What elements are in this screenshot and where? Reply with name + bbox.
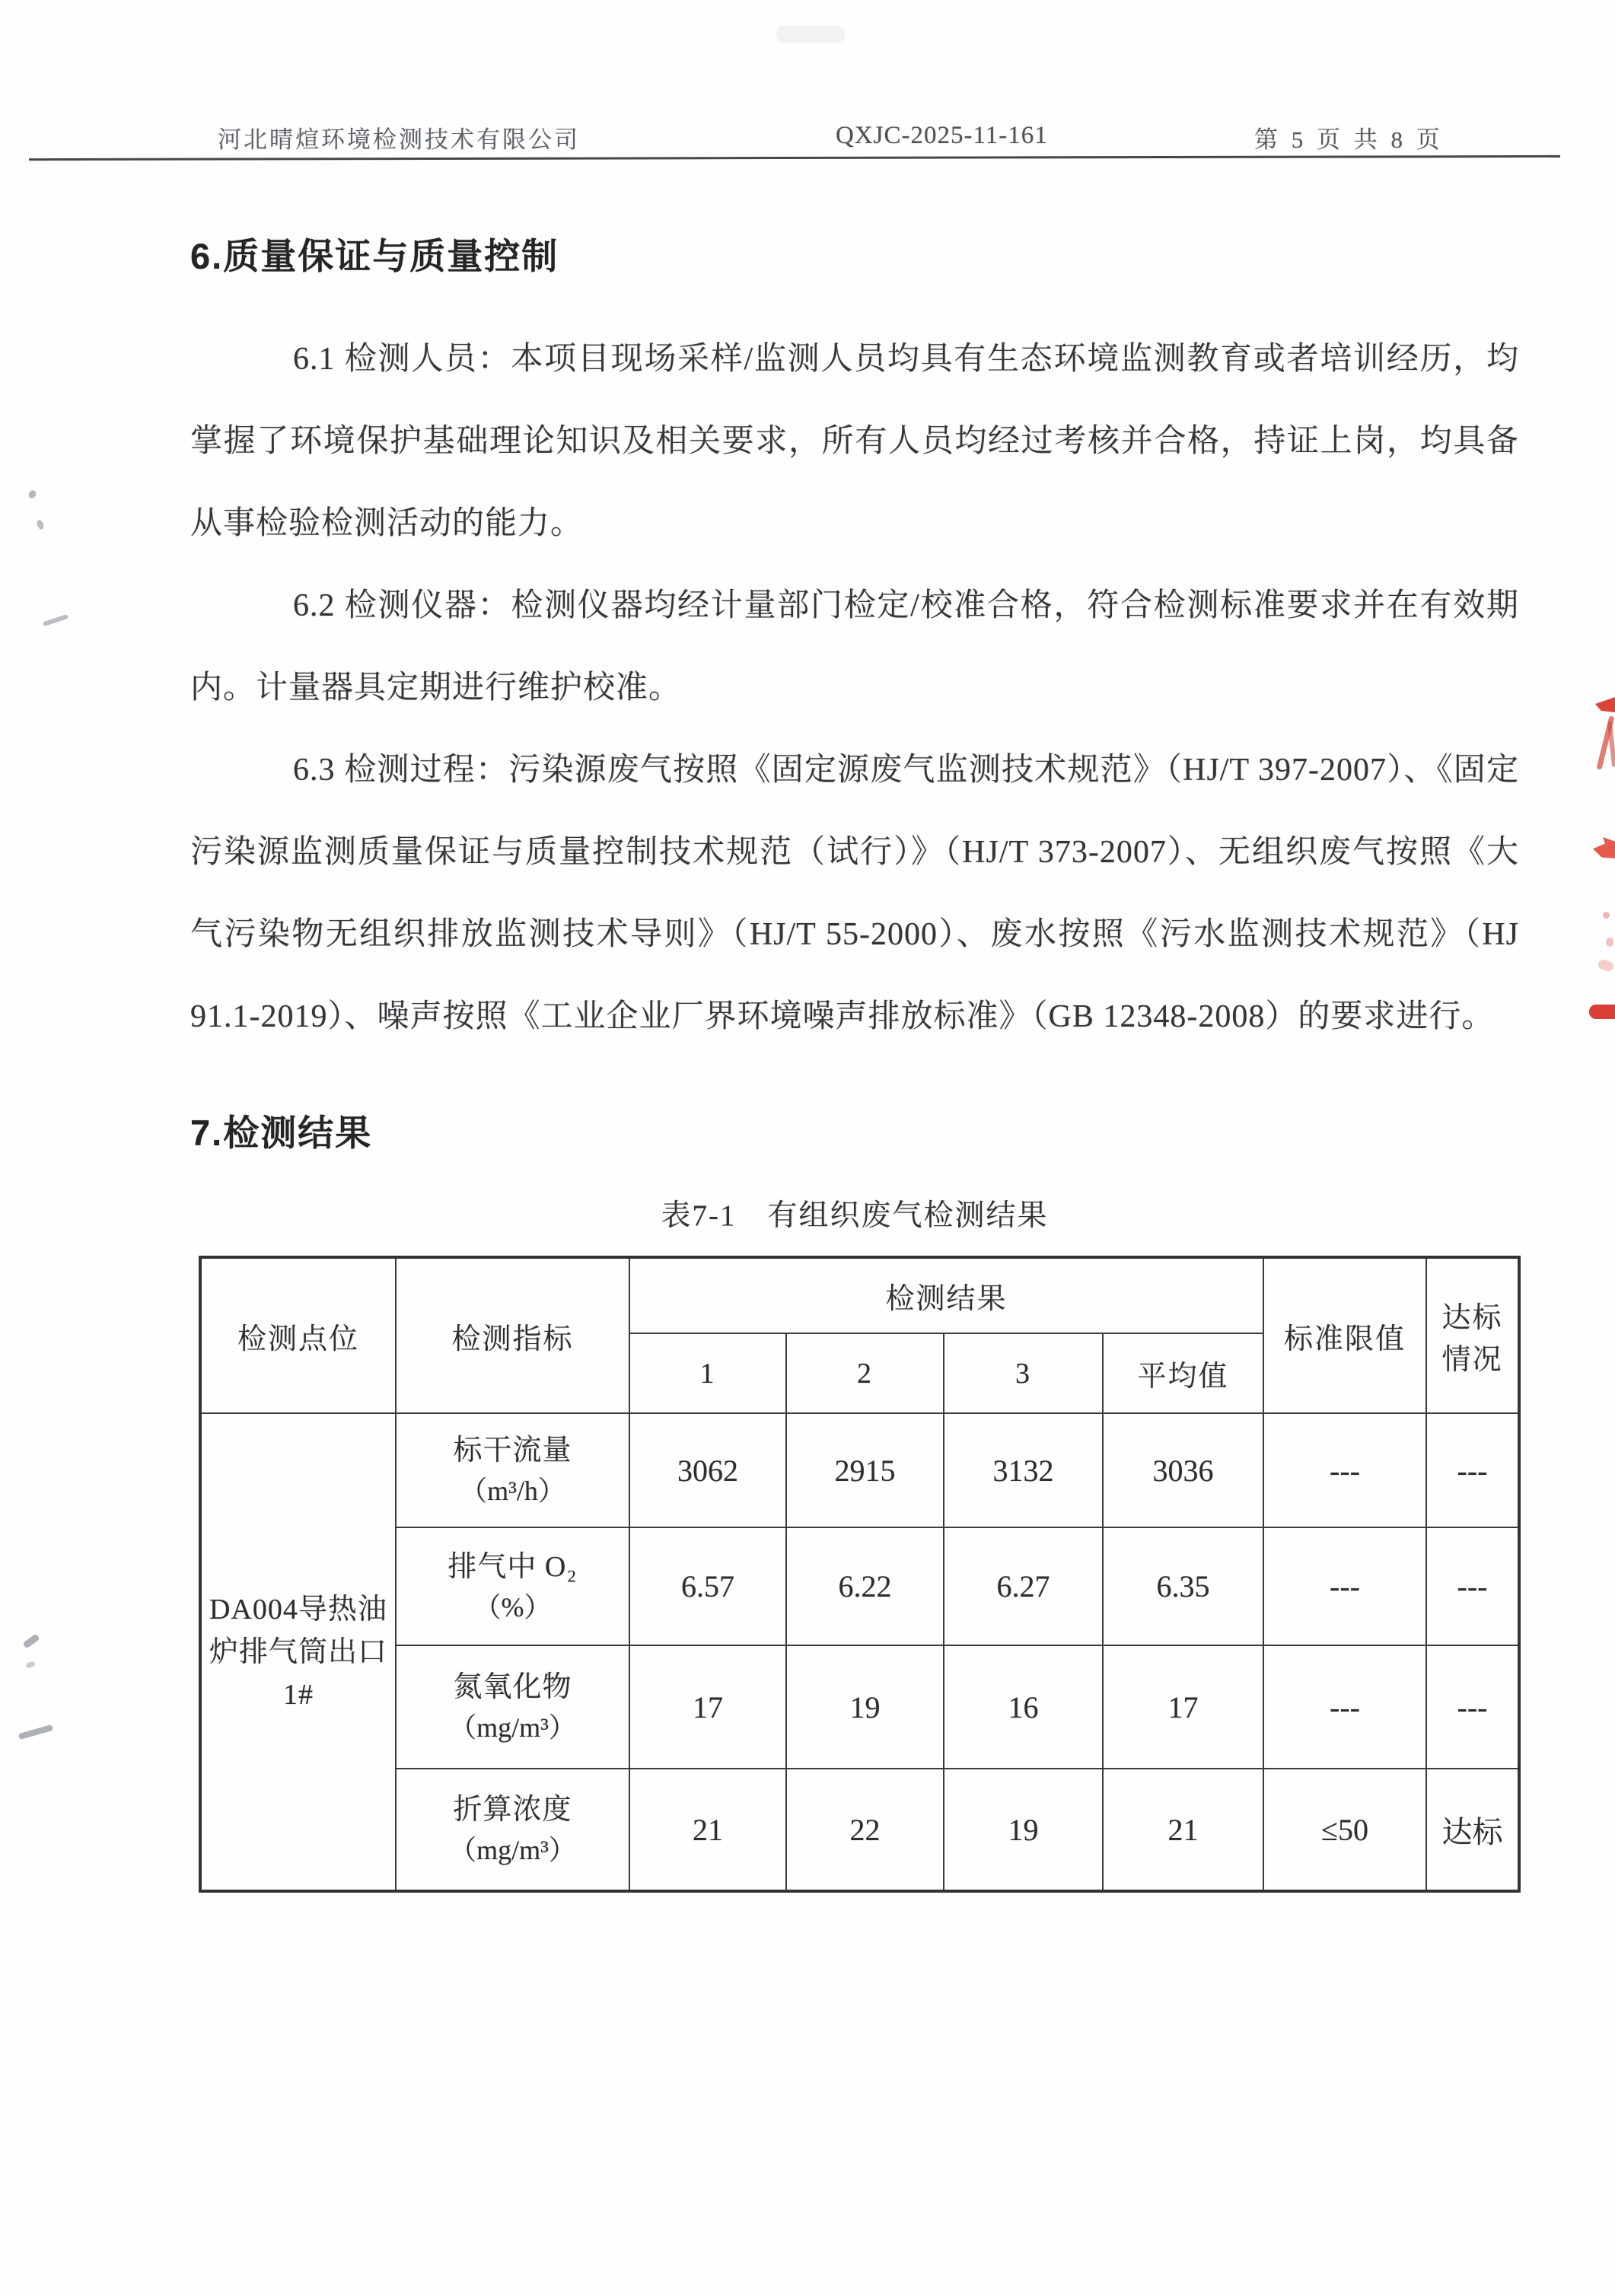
paragraph-personnel: 6.1 检测人员：本项目现场采样/监测人员均具有生态环境监测教育或者培训经历，均掌握了环境保护基础理论知识及相关要求，所有人员均经过考核并合格，持证上岗，均具备从事检验检测活动的能力。 [190, 342, 1519, 541]
red-stamp-fragment-icon [1603, 912, 1610, 919]
pen-mark [18, 1724, 53, 1740]
paragraph-process: 6.3 检测过程：污染源废气按照《固定源废气监测技术规范》（HJ/T 397-2007）、《固定污染源监测质量保证与质量控制技术规范（试行）》（HJ/T 373-2007）、无组织废气按照《大气污染物无组织排放监测技术导则》（HJ/T 55-2000）、废水按照《污水监测技术规范》（HJ 91.1-2019）、噪声按照《工业企业厂界环境噪声排放标准》（GB 12348-2008）的要求进行。 [190, 753, 1519, 1034]
section7-title: 7.检测结果 [190, 1113, 373, 1153]
red-stamp-fragment-icon [1606, 938, 1613, 947]
cell-value: 16 [944, 1645, 1103, 1769]
column-header-average: 平均值 [1103, 1333, 1263, 1413]
cell-average: 21 [1103, 1769, 1263, 1891]
cell-indicator [396, 1769, 629, 1891]
cell-value: 6.57 [629, 1527, 786, 1645]
header-page-number: 第 5 页 共 8 页 [1254, 126, 1444, 153]
red-stamp-fragment-icon [1596, 715, 1614, 770]
section6-title: 6.质量保证与质量控制 [190, 236, 559, 276]
cell-value: 17 [629, 1645, 786, 1769]
column-header-limit: 标准限值 [1263, 1257, 1426, 1413]
header-company-name: 河北晴煊环境检测技术有限公司 [218, 126, 580, 153]
scan-smudge [776, 26, 845, 43]
cell-value: 6.22 [786, 1527, 944, 1645]
red-stamp-fragment-icon [1597, 958, 1614, 973]
header-report-number: QXJC-2025-11-161 [836, 122, 1048, 149]
cell-indicator [396, 1645, 629, 1769]
column-header-run2: 2 [786, 1333, 944, 1413]
table-row-corrected-concentration [200, 1769, 1519, 1891]
red-stamp-fragment-icon [1589, 1005, 1615, 1019]
cell-average: 6.35 [1103, 1527, 1263, 1645]
indicator-name: 排气中 O₂ [448, 1550, 578, 1583]
indicator-name: 折算浓度 [453, 1794, 572, 1826]
indicator-unit: （mg/m³） [449, 1712, 576, 1743]
site-line-2: 炉排气筒出口 [209, 1635, 387, 1668]
cell-limit: --- [1263, 1527, 1426, 1645]
cell-compliance: --- [1426, 1527, 1519, 1645]
table-row-nox [200, 1645, 1519, 1769]
cell-value: 6.27 [944, 1527, 1103, 1645]
indicator-name: 氮氧化物 [453, 1671, 572, 1703]
pen-mark [22, 1634, 40, 1649]
site-line-1: DA004导热油 [209, 1593, 387, 1626]
pen-mark [27, 489, 37, 499]
cell-value: 19 [786, 1645, 944, 1769]
site-line-3: 1# [283, 1678, 314, 1711]
cell-value: 19 [944, 1769, 1103, 1891]
pen-mark [36, 519, 45, 530]
cell-compliance: 达标 [1426, 1769, 1519, 1891]
column-header-run3: 3 [944, 1333, 1103, 1413]
pen-mark [25, 1661, 36, 1669]
cell-indicator [396, 1413, 629, 1527]
cell-value: 3062 [629, 1413, 786, 1527]
indicator-unit: （mg/m³） [449, 1835, 576, 1865]
cell-compliance: --- [1426, 1645, 1519, 1769]
cell-value: 22 [786, 1769, 944, 1891]
column-header-results-group: 检测结果 [629, 1257, 1263, 1333]
red-stamp-fragment-icon [1593, 837, 1615, 858]
results-table [199, 1256, 1521, 1893]
pen-mark [43, 614, 68, 626]
paragraph-instruments: 6.2 检测仪器：检测仪器均经计量部门检定/校准合格，符合检测标准要求并在有效期内。计量器具定期进行维护校准。 [190, 588, 1519, 705]
cell-value: 2915 [786, 1413, 944, 1527]
cell-value: 3132 [944, 1413, 1103, 1527]
cell-limit: ≤50 [1263, 1769, 1426, 1891]
table-row-flow [200, 1413, 1519, 1527]
table-row-oxygen [200, 1527, 1519, 1645]
cell-average: 17 [1103, 1645, 1263, 1769]
cell-site [200, 1413, 396, 1891]
column-header-site: 检测点位 [200, 1257, 396, 1413]
cell-indicator [396, 1527, 629, 1645]
header-divider-line [29, 155, 1560, 161]
table-caption: 表7-1 有组织废气检测结果 [661, 1199, 1049, 1232]
red-stamp-fragment-icon [1595, 697, 1615, 712]
indicator-unit: （m³/h） [460, 1476, 565, 1506]
cell-compliance: --- [1426, 1413, 1519, 1527]
indicator-unit: （%） [473, 1591, 552, 1622]
red-stamp-fragment-icon [1607, 721, 1615, 767]
indicator-name: 标干流量 [453, 1435, 572, 1466]
cell-average: 3036 [1103, 1413, 1263, 1527]
column-header-run1: 1 [629, 1333, 786, 1413]
column-header-indicator: 检测指标 [396, 1257, 629, 1413]
cell-limit: --- [1263, 1413, 1426, 1527]
cell-value: 21 [629, 1769, 786, 1891]
cell-limit: --- [1263, 1645, 1426, 1769]
column-header-compliance: 达标情况 [1426, 1257, 1519, 1413]
